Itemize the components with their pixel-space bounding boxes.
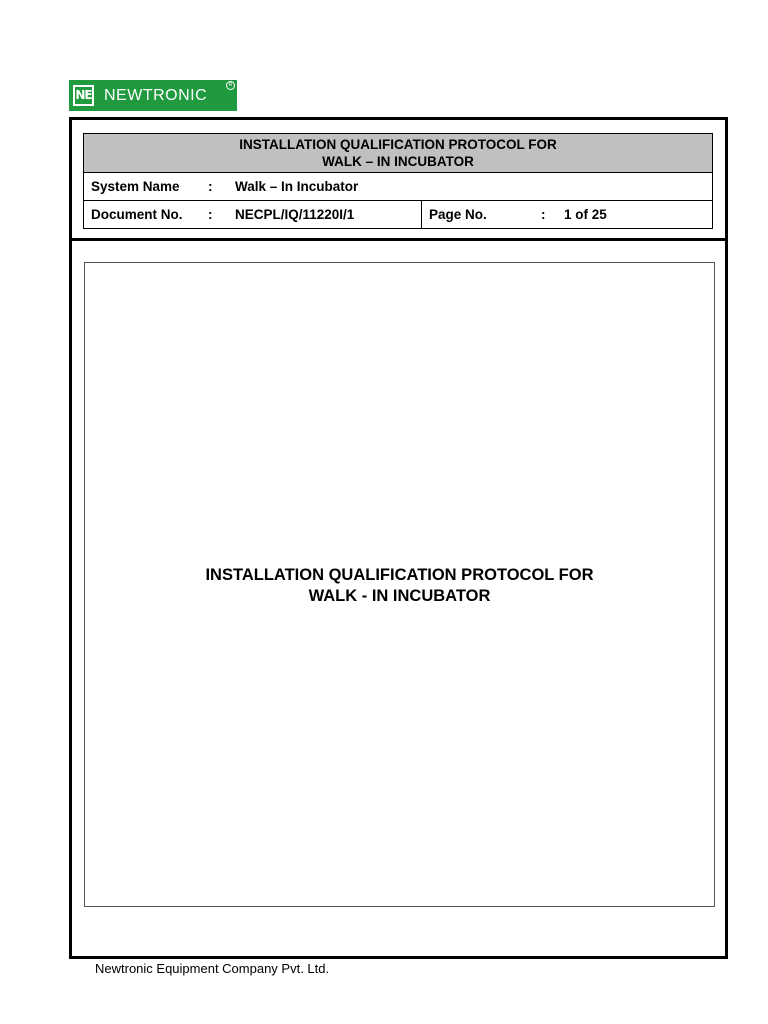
protocol-title-line2: WALK - IN INCUBATOR: [308, 587, 491, 605]
system-name-row: [84, 173, 713, 201]
logo-name: NEWTRONIC: [104, 86, 208, 104]
document-no-row: [84, 201, 713, 229]
document-no-colon: :: [208, 201, 235, 229]
document-no-label: Document No.: [84, 201, 209, 229]
header-table: [83, 133, 713, 229]
document-no-value: NECPL/IQ/11220I/1: [235, 201, 422, 229]
page-no-colon: :: [541, 201, 564, 229]
company-logo: [69, 80, 237, 111]
page-no-label: Page No.: [422, 201, 542, 229]
registered-icon: R: [226, 81, 235, 90]
document-title-line2: WALK – IN INCUBATOR: [322, 154, 474, 169]
protocol-title-line1: INSTALLATION QUALIFICATION PROTOCOL FOR: [205, 566, 594, 584]
footer-company-name: Newtronic Equipment Company Pvt. Ltd.: [95, 961, 330, 976]
content-box: [84, 262, 715, 907]
document-title-line1: INSTALLATION QUALIFICATION PROTOCOL FOR: [239, 137, 557, 152]
page-no-value: 1 of 25: [564, 201, 713, 229]
logo-mark-icon: NE: [73, 85, 94, 106]
system-name-label: System Name: [84, 173, 209, 201]
document-title: [84, 134, 713, 173]
system-name-value: Walk – In Incubator: [235, 173, 713, 201]
system-name-colon: :: [208, 173, 235, 201]
header-divider: [69, 238, 728, 241]
protocol-title: [85, 565, 714, 607]
